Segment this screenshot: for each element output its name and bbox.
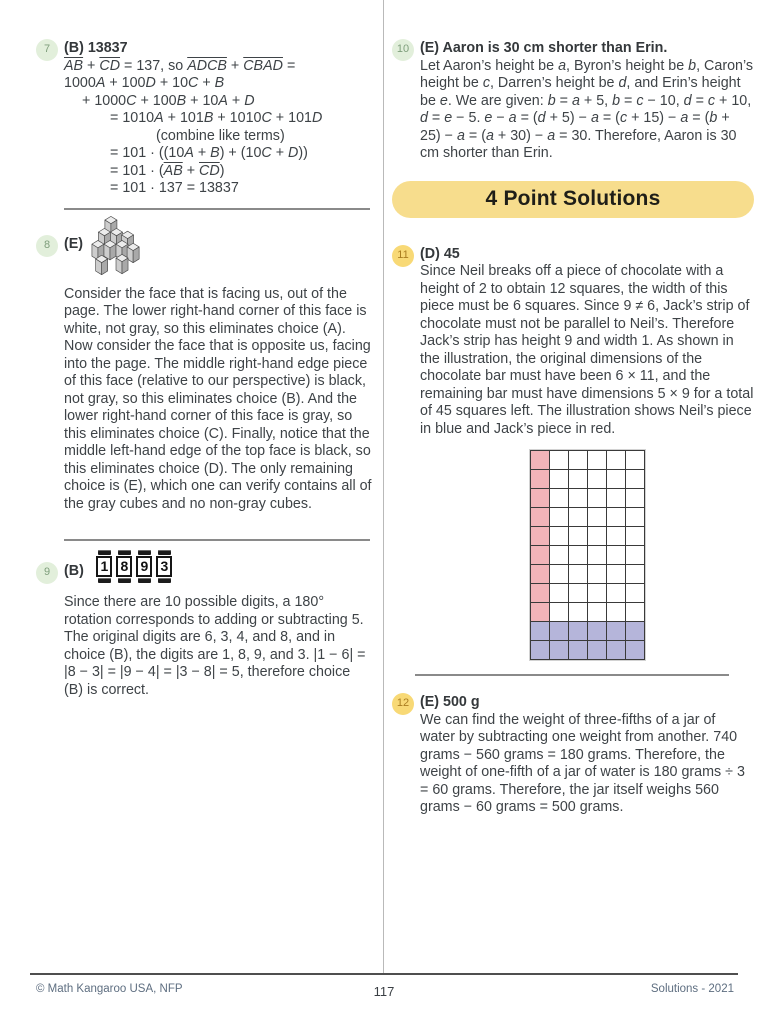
grid-cell — [626, 641, 644, 659]
grid-cell — [550, 546, 568, 564]
grid-cell — [569, 527, 587, 545]
grid-cell — [626, 489, 644, 507]
grid-cell — [531, 584, 549, 602]
solution-answer: (D) 45 — [420, 245, 460, 262]
solution-number: 7 — [43, 43, 51, 56]
solution-number: 12 — [396, 697, 410, 710]
digit-cell: 8 — [116, 549, 133, 584]
solution-number: 9 — [43, 566, 51, 579]
solution-number: 8 — [43, 238, 51, 251]
solution-number-badge — [392, 693, 414, 715]
grid-cell — [607, 508, 625, 526]
grid-cell — [607, 622, 625, 640]
grid-cell — [550, 489, 568, 507]
grid-cell — [626, 546, 644, 564]
digit-display — [96, 549, 173, 584]
grid-cell — [607, 451, 625, 469]
math-line: (combine like terms) — [156, 127, 285, 144]
chocolate-grid — [530, 450, 645, 660]
grid-cell — [588, 470, 606, 488]
grid-cell — [550, 565, 568, 583]
grid-cell — [531, 546, 549, 564]
math-line: = 101 · ((10A + B) + (10C + D)) — [110, 145, 308, 161]
left-column — [36, 40, 372, 699]
grid-cell — [626, 603, 644, 621]
solution-number-badge — [36, 562, 58, 584]
math-line: 1000A + 100D + 10C + B — [64, 75, 225, 91]
footer-copyright: © Math Kangaroo USA, NFP — [36, 983, 183, 995]
grid-cell — [531, 508, 549, 526]
solution-answer: (E) Aaron is 30 cm shorter than Erin. — [420, 40, 668, 56]
grid-cell — [626, 470, 644, 488]
grid-cell — [626, 622, 644, 640]
grid-cell — [550, 584, 568, 602]
grid-cell — [588, 489, 606, 507]
grid-cell — [588, 641, 606, 659]
grid-cell — [569, 603, 587, 621]
solution-number-badge — [392, 39, 414, 61]
grid-cell — [588, 584, 606, 602]
grid-cell — [550, 508, 568, 526]
solution-number-badge — [36, 39, 58, 61]
grid-cell — [550, 622, 568, 640]
math-line: + 1000C + 100B + 10A + D — [82, 92, 255, 109]
grid-cell — [607, 584, 625, 602]
solution-number: 10 — [396, 43, 410, 56]
grid-cell — [531, 451, 549, 469]
solution-9 — [36, 558, 372, 699]
math-line: = 1010A + 101B + 1010C + 101D — [110, 110, 323, 126]
section-banner — [392, 181, 754, 218]
grid-cell — [569, 451, 587, 469]
grid-cell — [569, 641, 587, 659]
grid-cell — [550, 527, 568, 545]
grid-cell — [569, 565, 587, 583]
grid-cell — [626, 565, 644, 583]
section-separator — [64, 539, 370, 541]
digit-cell: 3 — [156, 549, 173, 584]
digit-cell: 1 — [96, 549, 113, 584]
math-line: = $101 \cdot (\overline{AB} + \overline{CD})$ — [110, 162, 225, 179]
grid-cell — [626, 508, 644, 526]
right-column — [392, 40, 754, 817]
grid-cell — [569, 489, 587, 507]
solution-answer: (B) — [64, 563, 84, 579]
solution-paragraph: Since Neil breaks off a piece of chocolate with a height of 2 to obtain 12 squares, the width of this piece must be 6 squares. Since 9 ≠ 6, Jack’s strip of chocolate must not be parallel to Neil’s. Therefore Jack’s strip has height 9 and width 1. As shown in the illustration, the original dimensions of the chocolate bar must have been 6 × 11, and the remaining bar must have dimensions 5 × 9 for a total of 45 squares left. The illustration shows Neil’s piece in blue and Jack’s piece in red. — [420, 263, 754, 437]
math-line: $\overline{AB} + \overline{CD} = 137$, so ADCB + CBAD = — [64, 57, 296, 74]
grid-cell — [607, 527, 625, 545]
digit-cell: 9 — [136, 549, 153, 584]
cube-stack-illustration — [91, 216, 141, 276]
grid-cell — [569, 470, 587, 488]
grid-cell — [550, 603, 568, 621]
grid-cell — [531, 641, 549, 659]
grid-cell — [588, 565, 606, 583]
grid-cell — [588, 603, 606, 621]
grid-cell — [607, 641, 625, 659]
solution-answer: (E) 500 g — [420, 694, 480, 710]
grid-cell — [531, 603, 549, 621]
footer-edition: Solutions - 2021 — [650, 983, 734, 995]
math-line: = 101 · 137 = 13837 — [110, 180, 239, 196]
solution-number: 11 — [397, 248, 409, 261]
grid-cell — [550, 470, 568, 488]
grid-cell — [569, 546, 587, 564]
solution-7 — [36, 40, 372, 198]
solution-answer: (B) 13837 — [64, 40, 128, 56]
grid-cell — [626, 527, 644, 545]
grid-cell — [626, 451, 644, 469]
section-banner-label: 4 Point Solutions — [485, 187, 661, 211]
solution-paragraph: We can find the weight of three-fifths of a jar of water by subtracting one weight from another. 740 grams − 560 grams = 180 grams. Therefore, the weight of one-fifth of a jar of water is 180 grams ÷ 3 = 60 grams. Therefore, the jar itself weighs 560 grams − 60 grams = 500 grams. — [420, 711, 745, 815]
section-separator — [64, 208, 370, 210]
grid-cell — [531, 470, 549, 488]
grid-cell — [588, 527, 606, 545]
solution-answer: (E) — [64, 235, 84, 252]
solution-8 — [36, 236, 372, 514]
footer-rule — [30, 973, 738, 975]
solution-paragraph: Let Aaron’s height be a, Byron’s height be b, Caron’s height be c, Darren’s height be d, and Erin’s height be e. We are given: b = a + 5, b = c − 10, d = c + 10, d = e − 5. e − a = (d + 5) − a = (c + 15) − a = (b + 25) − a = (a + 30) − a = 30. Therefore, Aaron is 30 cm shorter than Erin. — [420, 57, 754, 161]
grid-cell — [626, 584, 644, 602]
grid-cell — [607, 470, 625, 488]
grid-cell — [550, 641, 568, 659]
column-divider — [383, 0, 384, 973]
solution-12 — [392, 694, 754, 817]
grid-cell — [531, 565, 549, 583]
grid-cell — [531, 527, 549, 545]
grid-cell — [607, 603, 625, 621]
solution-number-badge — [36, 235, 58, 257]
grid-cell — [588, 508, 606, 526]
section-separator — [415, 674, 729, 676]
grid-cell — [531, 622, 549, 640]
grid-cell — [550, 451, 568, 469]
grid-cell — [588, 622, 606, 640]
grid-cell — [588, 546, 606, 564]
grid-cell — [569, 622, 587, 640]
solution-11 — [392, 246, 754, 661]
grid-cell — [607, 489, 625, 507]
page-number: 117 — [373, 984, 395, 999]
solution-paragraph: Since there are 10 possible digits, a 180° rotation corresponds to adding or subtracting 5. The original digits are 6, 3, 4, and 8, and in choice (B), the digits are 1, 8, 9, and 3. |1 − 6| = |8 − 3| = |9 − 4| = |3 − 8| = 5, therefore choice (B) is correct. — [64, 594, 366, 698]
solution-number-badge — [392, 245, 414, 267]
grid-cell — [531, 489, 549, 507]
solution-paragraph: Consider the face that is facing us, out of the page. The lower right-hand corner of this face is white, not gray, so this eliminates choice (A). Now consider the face that is opposite us, facing into the page. The middle right-hand edge piece of this face (relative to our perspective) is black, not gray, so this eliminates choice (B). And the lower right-hand corner of this face is gray, so this eliminates choice (C). Finally, notice that the middle left-hand edge of the top face is black, so this eliminates choice (D). The only remaining choice is (E), which one can verify contains all of the gray cubes and no non-gray cubes. — [64, 285, 372, 512]
grid-cell — [588, 451, 606, 469]
solution-10 — [392, 40, 754, 163]
grid-cell — [569, 508, 587, 526]
grid-cell — [607, 565, 625, 583]
grid-cell — [569, 584, 587, 602]
grid-cell — [607, 546, 625, 564]
